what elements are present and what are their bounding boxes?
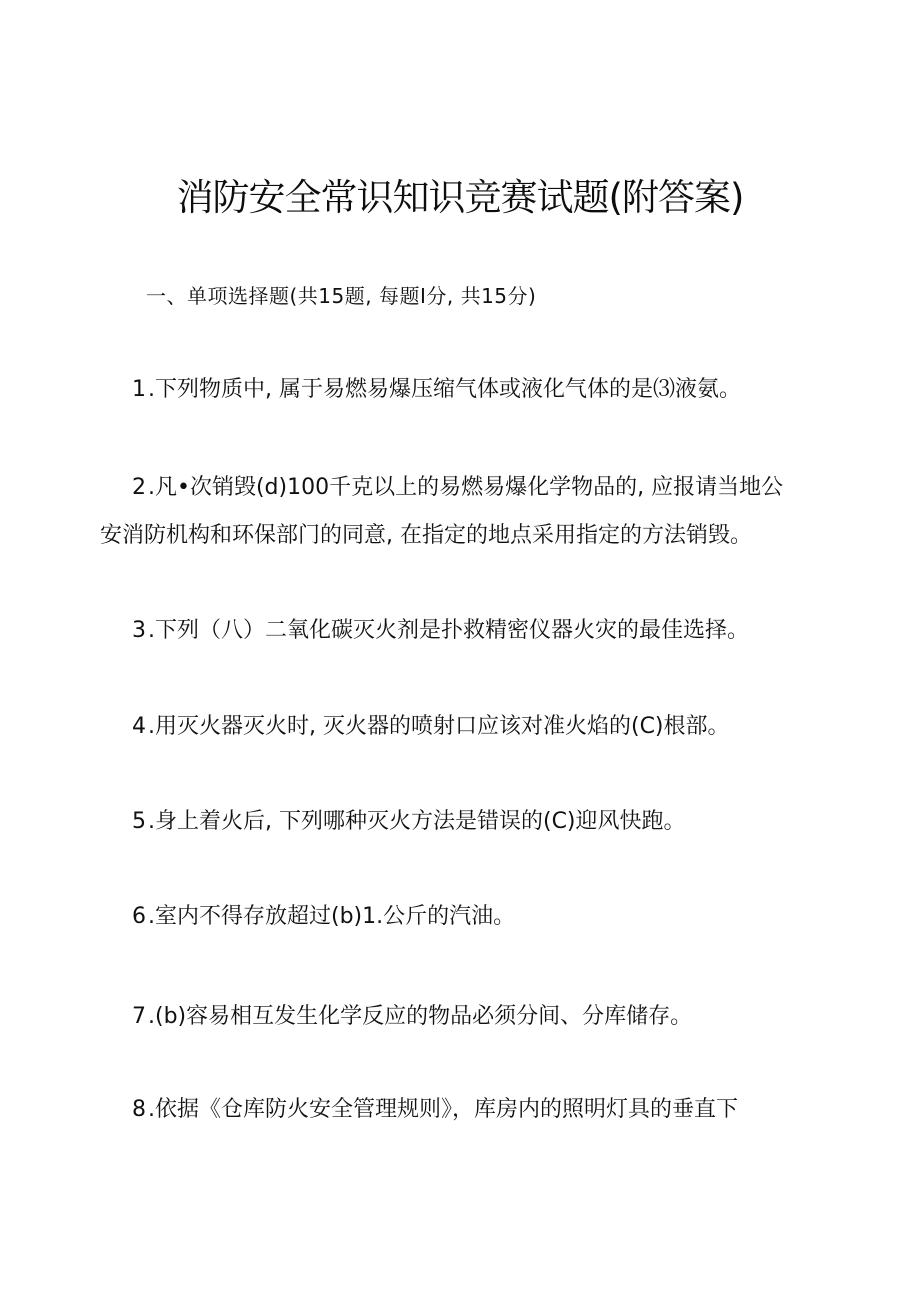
question-text: .身上着火后, 下列哪种灭火方法是错误的(C)迎风快跑。 bbox=[148, 809, 686, 834]
question-5 bbox=[100, 807, 825, 837]
question-4 bbox=[100, 712, 825, 742]
question-6 bbox=[100, 902, 825, 932]
question-number: 7 bbox=[132, 1004, 146, 1029]
question-text: .用灭火器灭火时, 灭火器的喷射口应该对准火焰的(C)根部。 bbox=[148, 714, 730, 739]
question-text: .依据《仓库防火安全管理规则》，库房内的照明灯具的垂直下 bbox=[148, 1097, 738, 1122]
question-2 bbox=[100, 473, 825, 551]
question-text: .(b)容易相互发生化学反应的物品必须分间、分库储存。 bbox=[148, 1004, 693, 1029]
question-number: 8 bbox=[132, 1097, 146, 1122]
question-text: .凡•次销毁(d)100千克以上的易燃易爆化学物品的, 应报请当地公 bbox=[148, 475, 784, 500]
question-8 bbox=[100, 1095, 825, 1125]
document-title: 消防安全常识知识竞赛试题(附答案) bbox=[176, 176, 744, 219]
question-3 bbox=[100, 616, 825, 646]
question-text: .下列物质中, 属于易燃易爆压缩气体或液化气体的是⑶液氨。 bbox=[148, 377, 741, 402]
question-text: .下列（八）二氧化碳灭火剂是扑救精密仪器火灾的最佳选择。 bbox=[148, 618, 749, 643]
question-number: 3 bbox=[132, 618, 146, 643]
question-7 bbox=[100, 1002, 825, 1032]
question-number: 4 bbox=[132, 714, 146, 739]
question-number: 5 bbox=[132, 809, 146, 834]
question-1 bbox=[100, 375, 825, 405]
question-number: 2 bbox=[132, 475, 146, 500]
question-number: 6 bbox=[132, 904, 146, 929]
question-text: .室内不得存放超过(b)1.公斤的汽油。 bbox=[148, 904, 516, 929]
question-text-continued: 安消防机构和环保部门的同意, 在指定的地点采用指定的方法销毁。 bbox=[100, 523, 752, 548]
question-number: 1 bbox=[132, 377, 146, 402]
section-heading: 一、单项选择题(共15题, 每题I分, 共15分) bbox=[146, 284, 537, 308]
